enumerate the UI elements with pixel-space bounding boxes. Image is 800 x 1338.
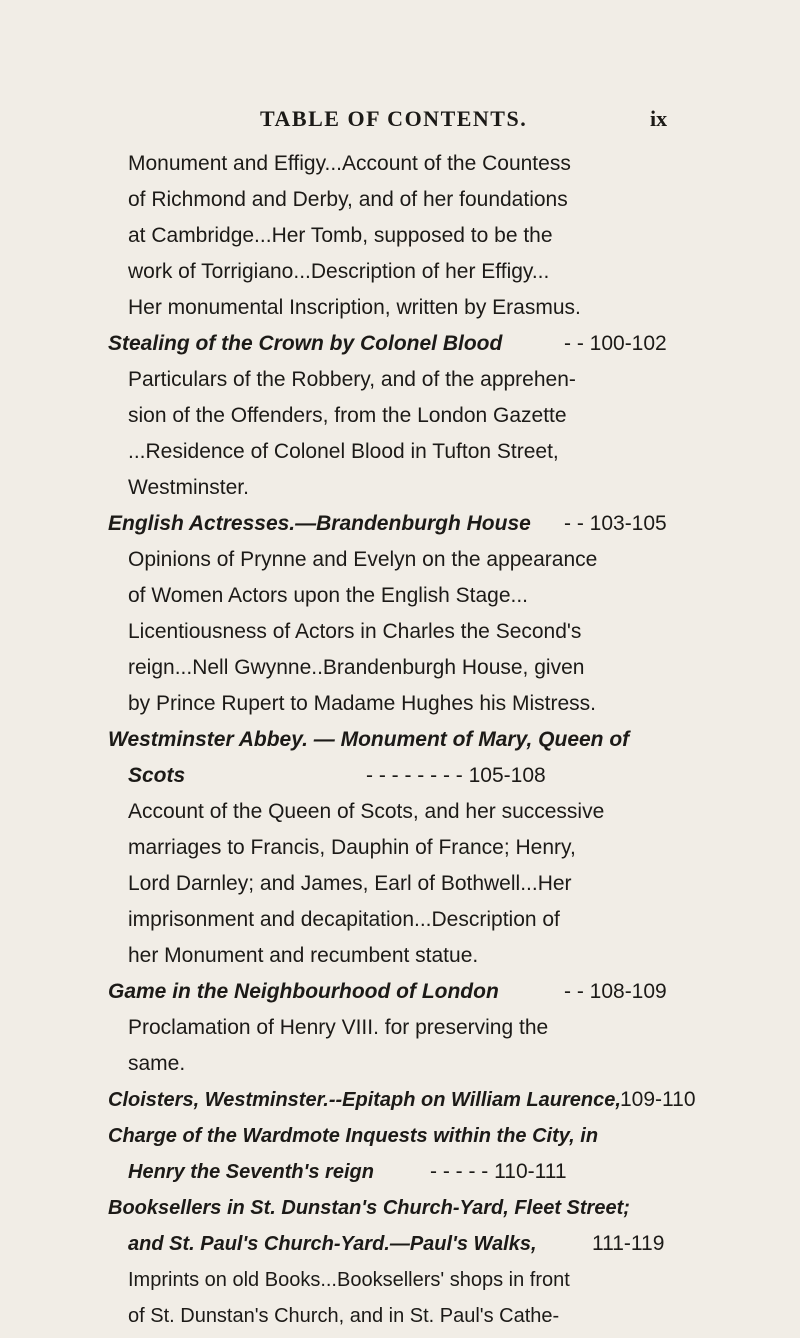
entry-page-range: - - - - - - - - 105-108 (366, 764, 546, 787)
toc-desc-line: same. (128, 1052, 186, 1075)
entry-page-range: - - 108-109 (564, 980, 667, 1003)
toc-desc-line: Imprints on old Books...Booksellers' shops in front (128, 1269, 570, 1291)
toc-desc-line: marriages to Francis, Dauphin of France; Henry, (128, 836, 576, 859)
toc-desc-line: Licentiousness of Actors in Charles the Second's (128, 620, 582, 643)
entry-page-range: 111-119 (592, 1232, 665, 1255)
toc-entry-title (108, 506, 531, 542)
toc-desc-line: of St. Dunstan's Church, and in St. Paul's Cathe- (128, 1305, 560, 1327)
toc-desc-line: reign...Nell Gwynne..Brandenburgh House, given (128, 656, 585, 679)
toc-desc-line: work of Torrigiano...Description of her Effigy... (128, 260, 550, 283)
page-title: TABLE OF CONTENTS. (260, 106, 528, 131)
toc-desc-line: imprisonment and decapitation...Description of (128, 908, 560, 931)
entry-page-range: 109-110 (620, 1088, 696, 1111)
toc-desc-line: ...Residence of Colonel Blood in Tufton Street, (128, 440, 559, 463)
toc-desc-line: Lord Darnley; and James, Earl of Bothwell...Her (128, 872, 572, 895)
toc-desc-line: Westminster. (128, 476, 249, 499)
entry-page-range: - - 103-105 (564, 512, 667, 535)
toc-desc-line: her Monument and recumbent statue. (128, 944, 479, 967)
running-header (0, 106, 800, 136)
toc-desc-line: by Prince Rupert to Madame Hughes his Mistress. (128, 692, 597, 715)
toc-desc-line: Monument and Effigy...Account of the Countess (128, 152, 571, 175)
toc-entry-title: Cloisters, Westminster.--Epitaph on William Laurence, (108, 1089, 621, 1111)
toc-entry-title-cont: and St. Paul's Church-Yard.—Paul's Walks, (128, 1233, 537, 1255)
toc-desc-line: Opinions of Prynne and Evelyn on the appearance (128, 548, 598, 571)
entry-page-range: - - - - - 110-111 (430, 1160, 567, 1183)
toc-entry-title: Charge of the Wardmote Inquests within the City, in (108, 1125, 599, 1147)
toc-desc-line: Account of the Queen of Scots, and her successive (128, 800, 605, 823)
entry-title-text: Stealing of the Crown by Colonel Blood (108, 332, 503, 355)
toc-desc-line: Her monumental Inscription, written by Erasmus. (128, 296, 581, 319)
toc-desc-line: sion of the Offenders, from the London Gazette (128, 404, 567, 427)
toc-entry-title: Game in the Neighbourhood of London (108, 980, 499, 1003)
entry-page-range: - - 100-102 (564, 332, 667, 355)
toc-desc-line: Proclamation of Henry VIII. for preserving the (128, 1016, 549, 1039)
toc-entry-title-cont: Scots (128, 764, 186, 787)
toc-desc-line: of Richmond and Derby, and of her foundations (128, 188, 568, 211)
toc-desc-line: at Cambridge...Her Tomb, supposed to be the (128, 224, 553, 247)
toc-entry-title: Westminster Abbey. — Monument of Mary, Queen of (108, 728, 630, 751)
entry-title-text: English Actresses.—Brandenburgh House (108, 512, 531, 535)
toc-entry-title: Booksellers in St. Dunstan's Church-Yard, Fleet Street; (108, 1197, 630, 1219)
toc-desc-line: of Women Actors upon the English Stage... (128, 584, 529, 607)
toc-entry-title (108, 326, 502, 362)
page-number: ix (650, 106, 668, 131)
toc-desc-line: Particulars of the Robbery, and of the apprehen- (128, 368, 576, 391)
toc-entry-title-cont: Henry the Seventh's reign (128, 1161, 374, 1183)
